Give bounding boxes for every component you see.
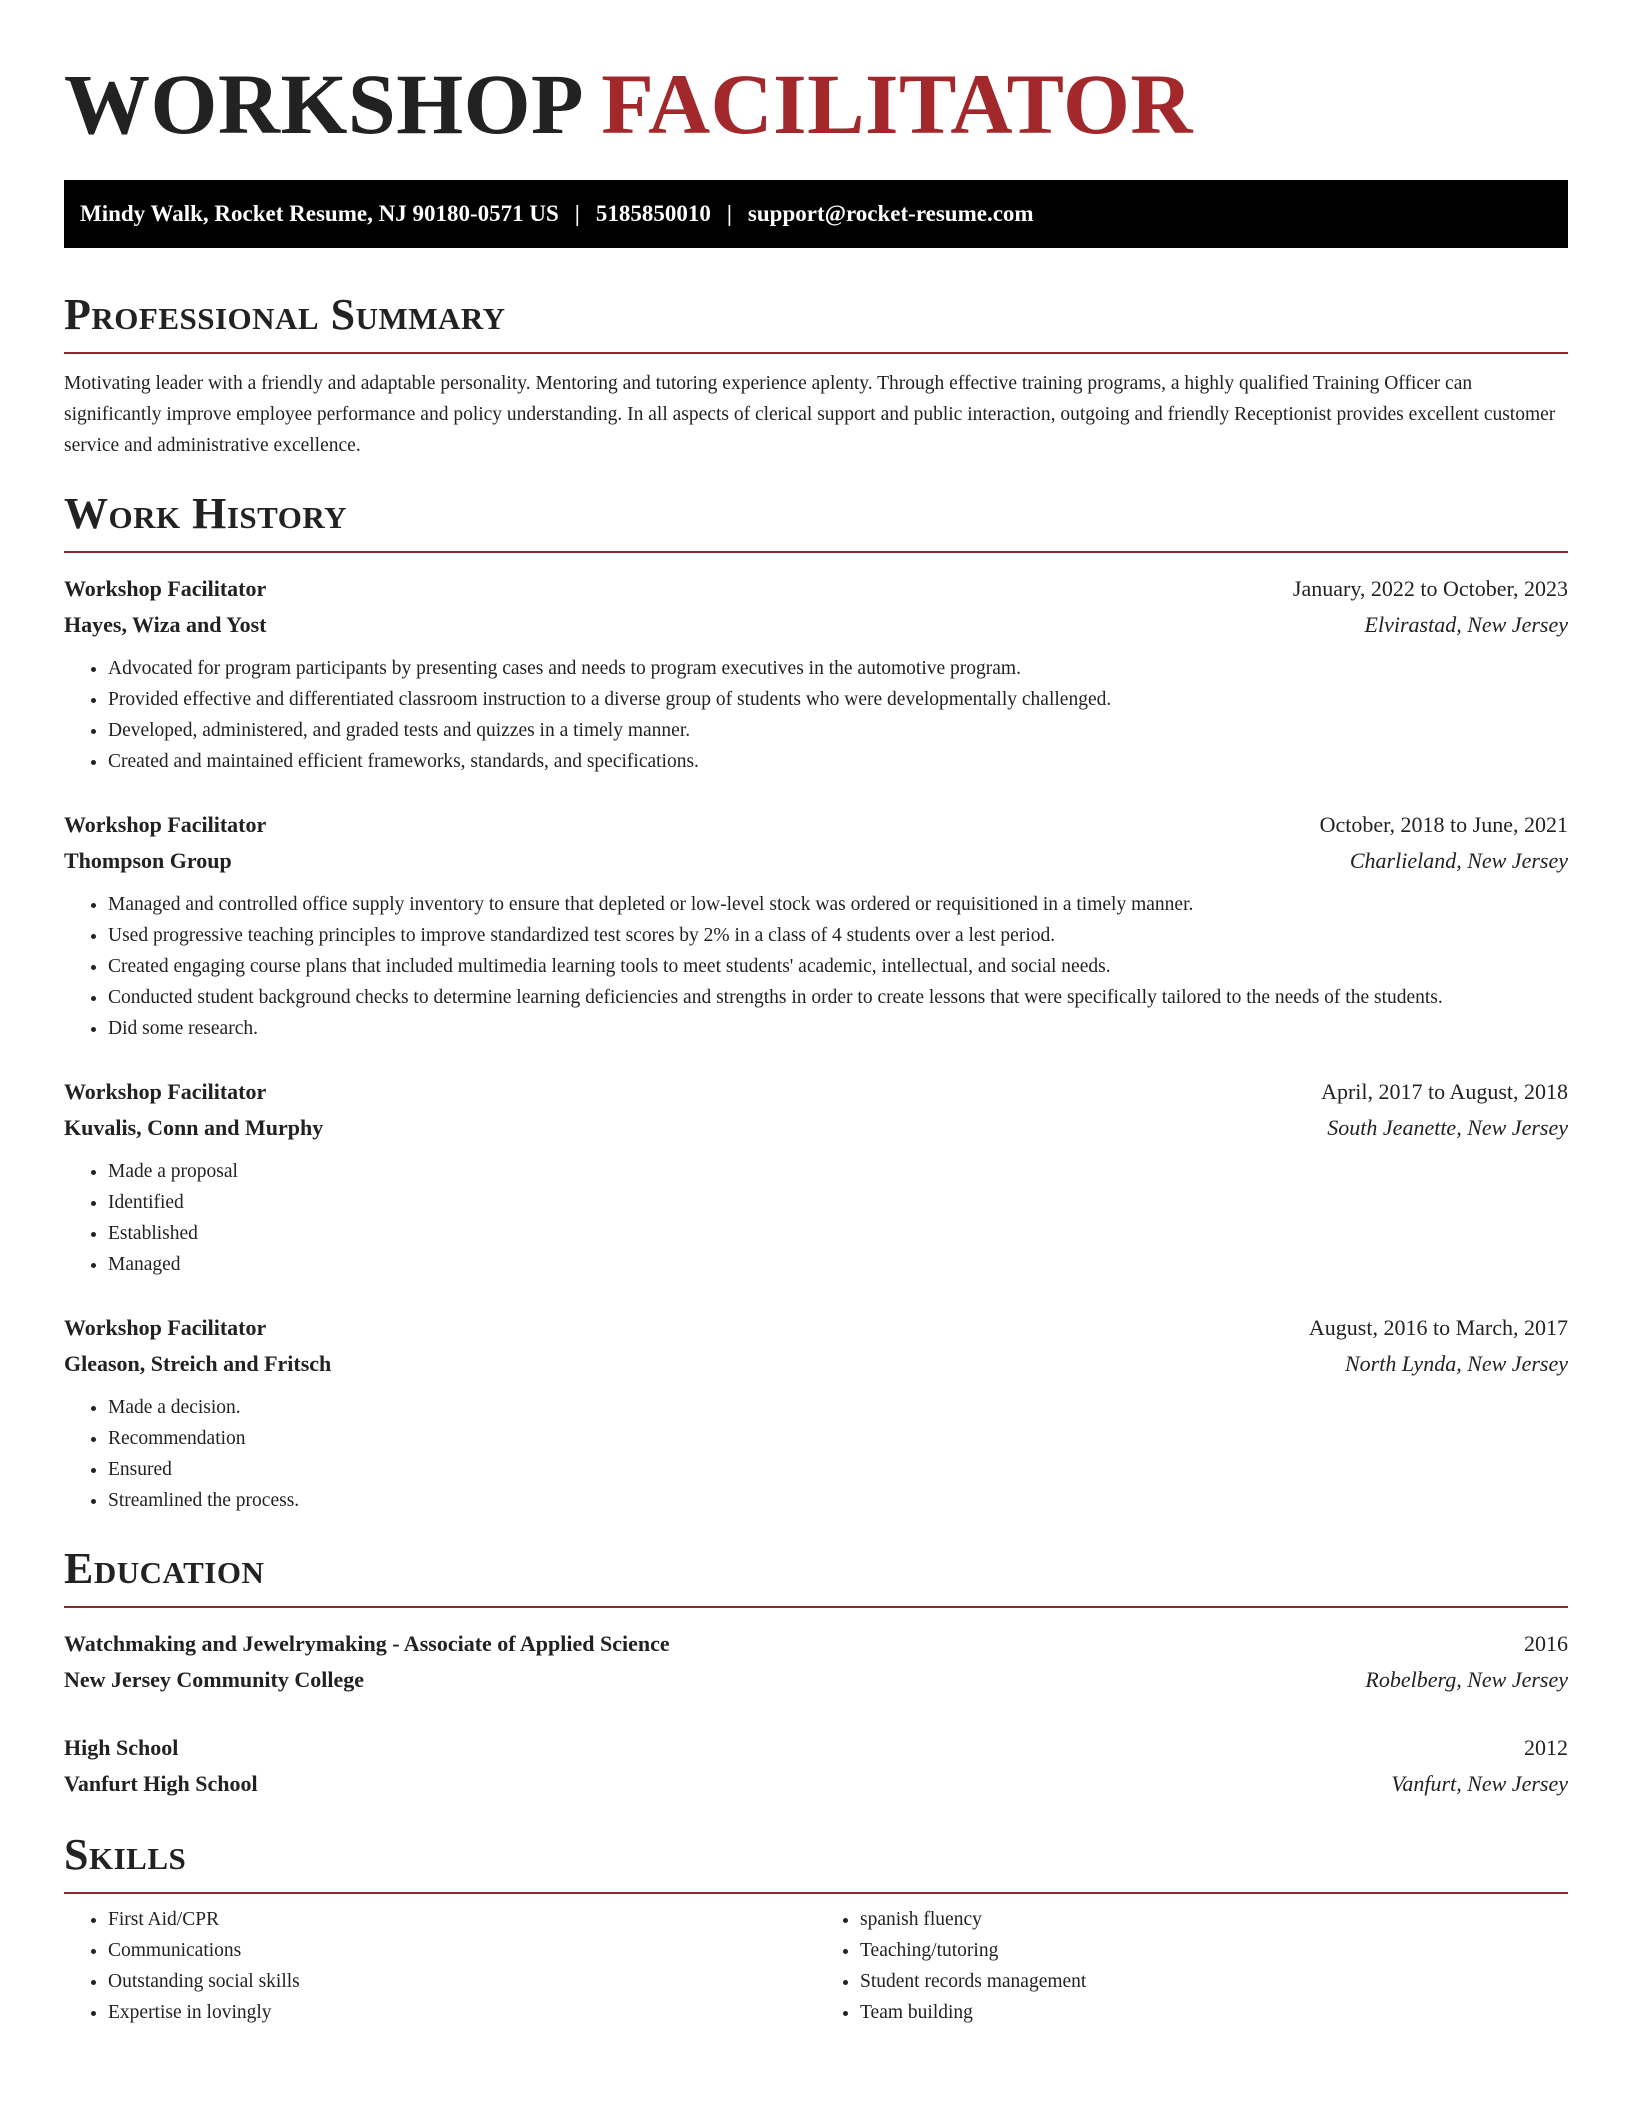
education-school: Vanfurt High School: [64, 1771, 258, 1796]
job-company: Hayes, Wiza and Yost: [64, 612, 267, 637]
job-company: Gleason, Streich and Fritsch: [64, 1351, 332, 1376]
work-history-heading: Work History: [64, 489, 1568, 553]
job-entry: [64, 1310, 1568, 1516]
job-title: Workshop Facilitator: [64, 812, 267, 837]
job-location: Elvirastad, New Jersey: [1364, 612, 1568, 637]
education-location: Vanfurt, New Jersey: [1391, 1771, 1568, 1796]
education-year: 2016: [1524, 1631, 1568, 1656]
job-bullet: • Ensured: [108, 1454, 1568, 1485]
job-bullet: • Provided effective and differentiated classroom instruction to a diverse group of students who were developmentally challenged.: [108, 684, 1568, 715]
skills-grid: [64, 1904, 1568, 2028]
education-entry: [64, 1730, 1568, 1802]
job-location: South Jeanette, New Jersey: [1327, 1115, 1568, 1140]
skill-item: • Teaching/tutoring: [860, 1935, 1568, 1966]
job-bullets: [64, 1156, 1568, 1280]
job-dates: April, 2017 to August, 2018: [1321, 1079, 1568, 1104]
job-bullet: • Created engaging course plans that included multimedia learning tools to meet students' academic, intellectual, and social needs.: [108, 951, 1568, 982]
job-bullet: • Managed: [108, 1249, 1568, 1280]
job-bullets: [64, 653, 1568, 777]
skills-section: [64, 1830, 1568, 2028]
job-bullet: • Made a decision.: [108, 1392, 1568, 1423]
job-bullet: • Identified: [108, 1187, 1568, 1218]
title-primary: WORKSHOP: [64, 56, 580, 152]
job-company: Thompson Group: [64, 848, 232, 873]
title-accent: FACILITATOR: [601, 56, 1193, 152]
skill-item: • Team building: [860, 1997, 1568, 2028]
job-bullet: • Managed and controlled office supply inventory to ensure that depleted or low-level stock was ordered or requisitioned in a timely manner.: [108, 889, 1568, 920]
skill-item: • spanish fluency: [860, 1904, 1568, 1935]
skill-item: • Expertise in lovingly: [108, 1997, 816, 2028]
job-entry: [64, 807, 1568, 1044]
resume-title: [64, 58, 1568, 150]
job-bullet: • Streamlined the process.: [108, 1485, 1568, 1516]
job-bullets: [64, 1392, 1568, 1516]
skill-item: • Outstanding social skills: [108, 1966, 816, 1997]
job-location: Charlieland, New Jersey: [1349, 848, 1568, 873]
skills-column-right: [816, 1904, 1568, 2028]
job-bullet: • Used progressive teaching principles to improve standardized test scores by 2% in a class of 4 students over a lest period.: [108, 920, 1568, 951]
contact-email: support@rocket-resume.com: [747, 201, 1034, 226]
job-title: Workshop Facilitator: [64, 576, 267, 601]
job-dates: October, 2018 to June, 2021: [1319, 812, 1568, 837]
job-bullet: • Developed, administered, and graded tests and quizzes in a timely manner.: [108, 715, 1568, 746]
job-bullet: • Established: [108, 1218, 1568, 1249]
skills-heading: Skills: [64, 1830, 1568, 1894]
job-dates: January, 2022 to October, 2023: [1292, 576, 1568, 601]
summary-heading: Professional Summary: [64, 290, 1568, 354]
job-bullet: • Advocated for program participants by presenting cases and needs to program executives in the automotive program.: [108, 653, 1568, 684]
education-school: New Jersey Community College: [64, 1667, 364, 1692]
education-entry: [64, 1626, 1568, 1698]
education-section: [64, 1544, 1568, 1802]
summary-text: Motivating leader with a friendly and adaptable personality. Mentoring and tutoring experience aplenty. Through effective training programs, a highly qualified Training Officer can significantly improve employee performance and policy understanding. In all aspects of clerical support and public interaction, outgoing and friendly Receptionist provides excellent customer service and administrative excellence.: [64, 373, 1556, 456]
work-history-section: [64, 489, 1568, 1516]
job-bullet: • Recommendation: [108, 1423, 1568, 1454]
job-entry: [64, 571, 1568, 777]
skill-item: • Student records management: [860, 1966, 1568, 1997]
education-year: 2012: [1524, 1735, 1568, 1760]
job-bullet: • Did some research.: [108, 1013, 1568, 1044]
contact-separator: |: [574, 201, 580, 226]
contact-bar: [64, 180, 1568, 248]
education-location: Robelberg, New Jersey: [1365, 1667, 1568, 1692]
skill-item: • First Aid/CPR: [108, 1904, 816, 1935]
skill-item: • Communications: [108, 1935, 816, 1966]
contact-phone: 5185850010: [595, 201, 711, 226]
skills-column-left: [64, 1904, 816, 2028]
contact-separator: |: [726, 201, 732, 226]
job-location: North Lynda, New Jersey: [1345, 1351, 1568, 1376]
job-dates: August, 2016 to March, 2017: [1308, 1315, 1568, 1340]
education-heading: Education: [64, 1544, 1568, 1608]
job-title: Workshop Facilitator: [64, 1315, 267, 1340]
job-bullet: • Made a proposal: [108, 1156, 1568, 1187]
education-degree: Watchmaking and Jewelrymaking - Associate of Applied Science: [64, 1631, 670, 1656]
summary-section: [64, 290, 1568, 461]
contact-address: Mindy Walk, Rocket Resume, NJ 90180-0571 US: [80, 201, 559, 226]
job-company: Kuvalis, Conn and Murphy: [64, 1115, 324, 1140]
job-title: Workshop Facilitator: [64, 1079, 267, 1104]
job-bullet: • Created and maintained efficient frameworks, standards, and specifications.: [108, 746, 1568, 777]
job-entry: [64, 1074, 1568, 1280]
job-bullets: [64, 889, 1568, 1044]
job-bullet: • Conducted student background checks to determine learning deficiencies and strengths in order to create lessons that were specifically tailored to the needs of the students.: [108, 982, 1568, 1013]
education-degree: High School: [64, 1735, 179, 1760]
